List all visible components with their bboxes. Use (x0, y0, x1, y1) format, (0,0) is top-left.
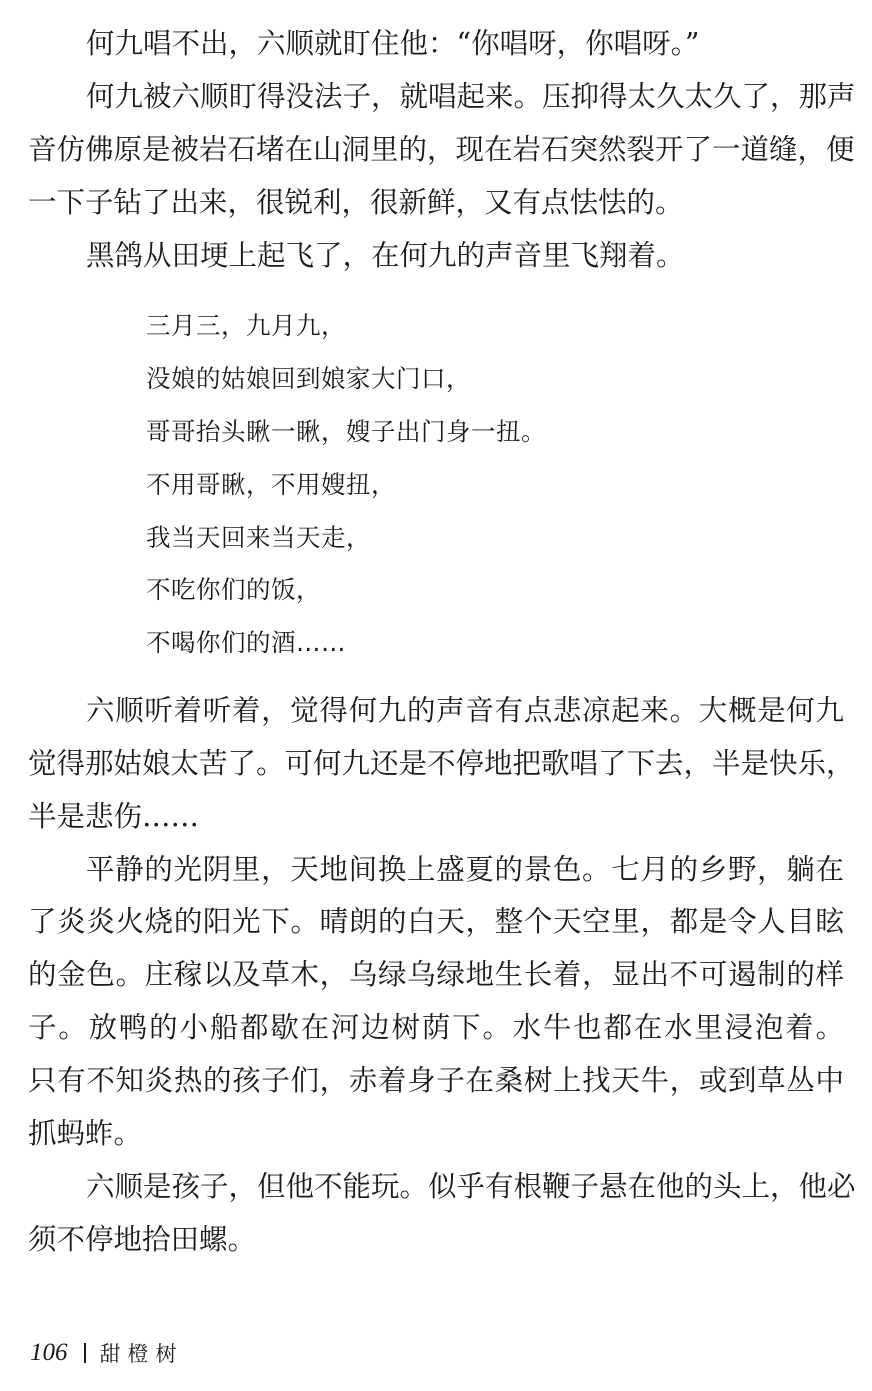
paragraph-line: 子。放鸭的小船都歇在河边树荫下。水牛也都在水里浸泡着。 (28, 1011, 844, 1044)
paragraph-line: 六顺听着听着，觉得何九的声音有点悲凉起来。大概是何九 (86, 694, 844, 727)
poem-line: 哥哥抬头瞅一瞅，嫂子出门身一扭。 (146, 417, 546, 446)
paragraph-line: 觉得那姑娘太苦了。可何九还是不停地把歌唱了下去，半是快乐， (28, 747, 855, 780)
paragraph-line: 何九唱不出，六顺就盯住他：“你唱呀，你唱呀。” (86, 27, 700, 60)
paragraph-line: 的金色。庄稼以及草木，乌绿乌绿地生长着，显出不可遏制的样 (28, 958, 844, 991)
paragraph-line: 了炎炎火烧的阳光下。晴朗的白天，整个天空里，都是令人目眩 (28, 905, 844, 938)
paragraph-line: 何九被六顺盯得没法子，就唱起来。压抑得太久太久了，那声 (86, 80, 856, 113)
paragraph-line: 抓蚂蚱。 (28, 1117, 143, 1150)
poem-line: 三月三，九月九， (146, 311, 346, 340)
poem-line: 没娘的姑娘回到娘家大门口， (146, 364, 471, 393)
page-footer (30, 1333, 184, 1373)
poem-line: 不喝你们的酒…… (146, 628, 346, 657)
poem-line: 不吃你们的饭， (146, 575, 321, 604)
paragraph-line: 音仿佛原是被岩石堵在山洞里的，现在岩石突然裂开了一道缝，便 (28, 133, 855, 166)
paragraph-line: 黑鸽从田埂上起飞了，在何九的声音里飞翔着。 (86, 239, 685, 272)
paragraph-line: 半是悲伤…… (28, 800, 200, 833)
paragraph-line: 只有不知炎热的孩子们，赤着身子在桑树上找天牛，或到草丛中 (28, 1064, 844, 1097)
poem-line: 我当天回来当天走， (146, 523, 371, 552)
footer-divider (84, 1343, 86, 1363)
paragraph-line: 须不停地拾田螺。 (28, 1223, 257, 1256)
paragraph-line: 平静的光阴里，天地间换上盛夏的景色。七月的乡野，躺在 (86, 853, 844, 886)
book-title: 甜橙树 (99, 1342, 184, 1366)
paragraph-line: 一下子钻了出来，很锐利，很新鲜，又有点怯怯的。 (28, 186, 684, 219)
page-number: 106 (30, 1339, 68, 1366)
paragraph-line: 六顺是孩子，但他不能玩。似乎有根鞭子悬在他的头上，他必 (86, 1170, 856, 1203)
poem-line: 不用哥瞅，不用嫂扭， (146, 470, 396, 499)
